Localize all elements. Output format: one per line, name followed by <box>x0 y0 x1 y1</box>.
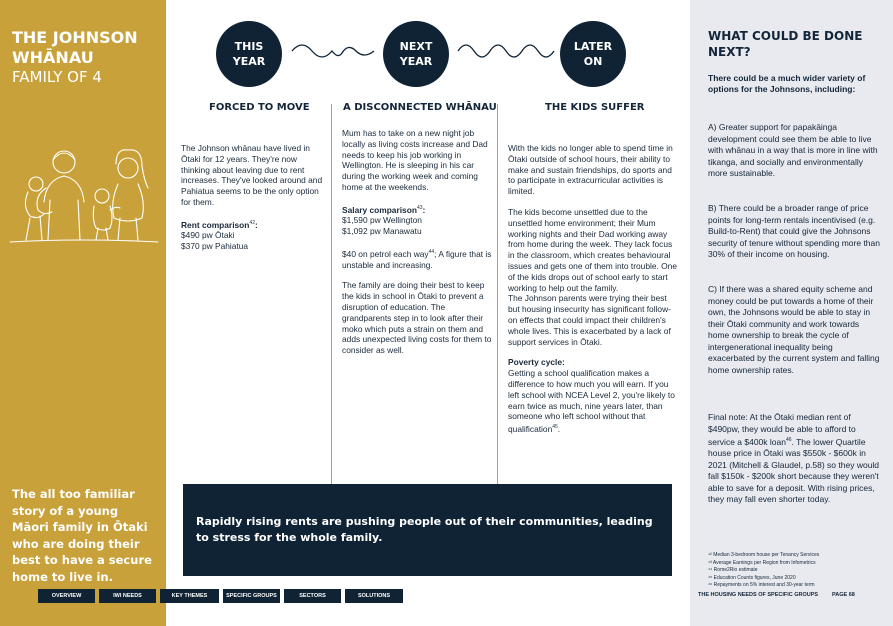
footnote-ref: 46 <box>785 437 792 443</box>
nav-specific-groups[interactable]: SPECIFIC GROUPS <box>223 589 280 603</box>
footnote-ref: 42 <box>249 219 255 226</box>
page-number: PAGE 68 <box>832 592 855 598</box>
option-c: C) If there was a shared equity scheme and money could be put towards a home of their own, the Johnsons would be able to stay in their Ōtaki community and work towards home ownership to break the cycle of intergenerational inequality being exacerbated by the current system and falling home ownership rates. <box>708 284 880 375</box>
footnote-ref: 43 <box>416 204 423 211</box>
rent-comparison-label: Rent comparison <box>181 219 250 230</box>
story-subtitle: FAMILY OF 4 <box>12 68 102 86</box>
col3-body <box>508 143 680 435</box>
col3-paragraph: With the kids no longer able to spend time in Ōtaki outside of school hours, their ability to make and sustain friendships, do sports and to participate in extracurricular activities is limited. <box>508 143 673 197</box>
nav-sectors[interactable]: SECTORS <box>284 589 341 603</box>
squiggle-connector-icon <box>456 40 556 62</box>
footnote: ⁴⁴ Rome2Rio estimate <box>708 567 758 573</box>
option-b: B) There could be a broader range of price points for long-term rentals incentivised (e.g. Build-to-Rent) that could give the Johnsons security of tenure without spending more than 30% of their income on housing. <box>708 203 880 259</box>
col2-paragraph: The family are doing their best to keep the kids in school in Ōtaki to prevent a disruption of education. The grandparents step in to look after their moko which puts a strain on them and adds unexpected living costs for them to consider as well. <box>342 280 492 356</box>
final-note-text: Final note: At the Ōtaki median rent of $490pw, they would be able to afford to service a $400k loan <box>708 412 856 447</box>
rent-otaki: $490 pw Ōtaki <box>181 230 235 241</box>
next-year-circle <box>383 21 449 87</box>
squiggle-connector-icon <box>290 40 378 62</box>
nav-key-themes[interactable]: KEY THEMES <box>160 589 219 603</box>
petrol-text: $40 on petrol each way <box>342 248 429 259</box>
final-note-text-end: . The lower Quartile house price in Ōtaki was $550k - $600k in 2021 (Mitchell & Glaudel, p.58) so they would fall $150k - $200k short because they weren't able to save for a deposit. With rising prices, they may fall even shorter today. <box>708 436 880 505</box>
col2-body: Mum has to take on a new night job locally as living costs increase and Dad needs to keep his job working in Wellington. He is sleeping in his car during the working week and coming home at the weekends. Salary comparison$^{43}$: $1,590 pw Wellington $1,092 pw Manawatu $40 on petrol each way$^{44}$; A figure that is unstable and increasing. The family are doing their best to keep the kids in school in Ōtaki to prevent a disruption of education. The grandparents step in to look after their moko which puts a strain on them and adds unexpected living costs for them to consider as well. <box>342 128 492 356</box>
option-a: A) Greater support for papakāinga development could see them be able to live with whānau in a way that is more in line with tikanga, and socially and environmentally more sustainable. <box>708 122 878 178</box>
footnote-ref: 44 <box>428 248 435 255</box>
story-title-line2: WHĀNAU <box>12 48 94 67</box>
next-steps-intro: There could be a much wider variety of options for the Johnsons, including: <box>708 73 866 94</box>
footnote: ⁴⁶ Repayments on 5% interest and 30-year term <box>708 582 815 588</box>
column-divider <box>331 104 332 484</box>
col3-paragraph: The kids become unsettled due to the unsettled home environment; their Mum working nights and their Dad working away from home during the week. They lack focus in the classroom, which creates behavioural issues and gets one of them into trouble. One of the kids drops out of school early to start working to help out the family. <box>508 206 678 293</box>
later-on-line2: ON <box>583 55 603 68</box>
footer-section-label: THE HOUSING NEEDS OF SPECIFIC GROUPS <box>698 592 819 598</box>
final-note <box>708 412 880 506</box>
footnote: ⁴⁵ Education Counts figures, June 2020 <box>708 574 796 581</box>
this-year-line2: YEAR <box>232 55 266 68</box>
salary-manawatu: $1,092 pw Manawatu <box>342 226 422 237</box>
nav-overview[interactable]: OVERVIEW <box>38 589 95 603</box>
column-divider <box>497 104 498 484</box>
col1-body: The Johnson whānau have lived in Ōtaki for 12 years. They're now thinking about leaving due to rent increases. They've looked around and Pahiatua seems to be the only option for them. Rent comparison$^{42}$: $490 pw Ōtaki $370 pw Pahiatua <box>181 143 327 252</box>
story-quote: The all too familiar story of a young Māori family in Ōtaki who are doing their best to have a secure home to live in. <box>12 487 152 584</box>
footnote-ref: 45 <box>552 424 558 431</box>
later-on-line1: LATER <box>573 40 613 53</box>
col3-paragraph: The Johnson parents were trying their best but housing insecurity has significant follow-on effects that could impact their children's whole lives. This is exacerbated by a lack of support services in Ōtaki. <box>508 293 671 347</box>
footnote: ⁴³ Average Earnings per Region from Infometrics <box>708 559 816 566</box>
story-title-line1: THE JOHNSON <box>12 28 138 47</box>
this-year-line1: THIS <box>234 40 264 53</box>
footnote: ⁴² Median 3-bedroom house per Tenancy Services <box>708 552 820 558</box>
col1-paragraph: The Johnson whānau have lived in Ōtaki for 12 years. They're now thinking about leaving due to rent increases. They've looked around and Pahiatua seems to be the only option for them. <box>181 143 323 207</box>
key-message-banner <box>183 484 672 576</box>
later-on-circle <box>560 21 626 87</box>
next-year-line1: NEXT <box>399 40 433 53</box>
salary-comparison-label: Salary comparison <box>342 204 417 215</box>
nav-iwi-needs[interactable]: IWI NEEDS <box>99 589 156 603</box>
left-panel <box>0 0 166 626</box>
bottom-nav <box>38 589 403 603</box>
next-steps-title: WHAT COULD BE DONE NEXT? <box>708 29 863 59</box>
this-year-circle <box>216 21 282 87</box>
col2-heading: A DISCONNECTED WHĀNAU <box>343 102 497 113</box>
petrol-text-end: ; A figure that is unstable and increasing. <box>342 248 492 270</box>
rent-pahiatua: $370 pw Pahiatua <box>181 241 249 252</box>
col3-heading: THE KIDS SUFFER <box>545 102 645 113</box>
footnotes <box>708 552 880 590</box>
poverty-cycle-text: Getting a school qualification makes a difference to how much you will earn. If you left school with NCEA Level 2, you're likely to earn twice as much, nine years later, than someone who left school without that qualification <box>508 368 675 434</box>
poverty-cycle-label: Poverty cycle: <box>508 357 565 368</box>
family-illustration-icon <box>6 140 161 245</box>
next-year-line2: YEAR <box>399 55 433 68</box>
poverty-cycle-end: . <box>557 423 561 434</box>
banner-text: Rapidly rising rents are pushing people out of their communities, leading to stress for the whole family. <box>196 515 653 544</box>
right-panel <box>690 0 893 626</box>
salary-wellington: $1,590 pw Wellington <box>342 215 422 226</box>
story-title <box>12 28 138 68</box>
col2-paragraph: Mum has to take on a new night job locally as living costs increase and Dad needs to keep his job working in Wellington. He is sleeping in his car during the working week and coming home at the weekends. <box>342 128 488 192</box>
col1-heading: FORCED TO MOVE <box>209 102 310 113</box>
nav-solutions[interactable]: SOLUTIONS <box>345 589 403 603</box>
